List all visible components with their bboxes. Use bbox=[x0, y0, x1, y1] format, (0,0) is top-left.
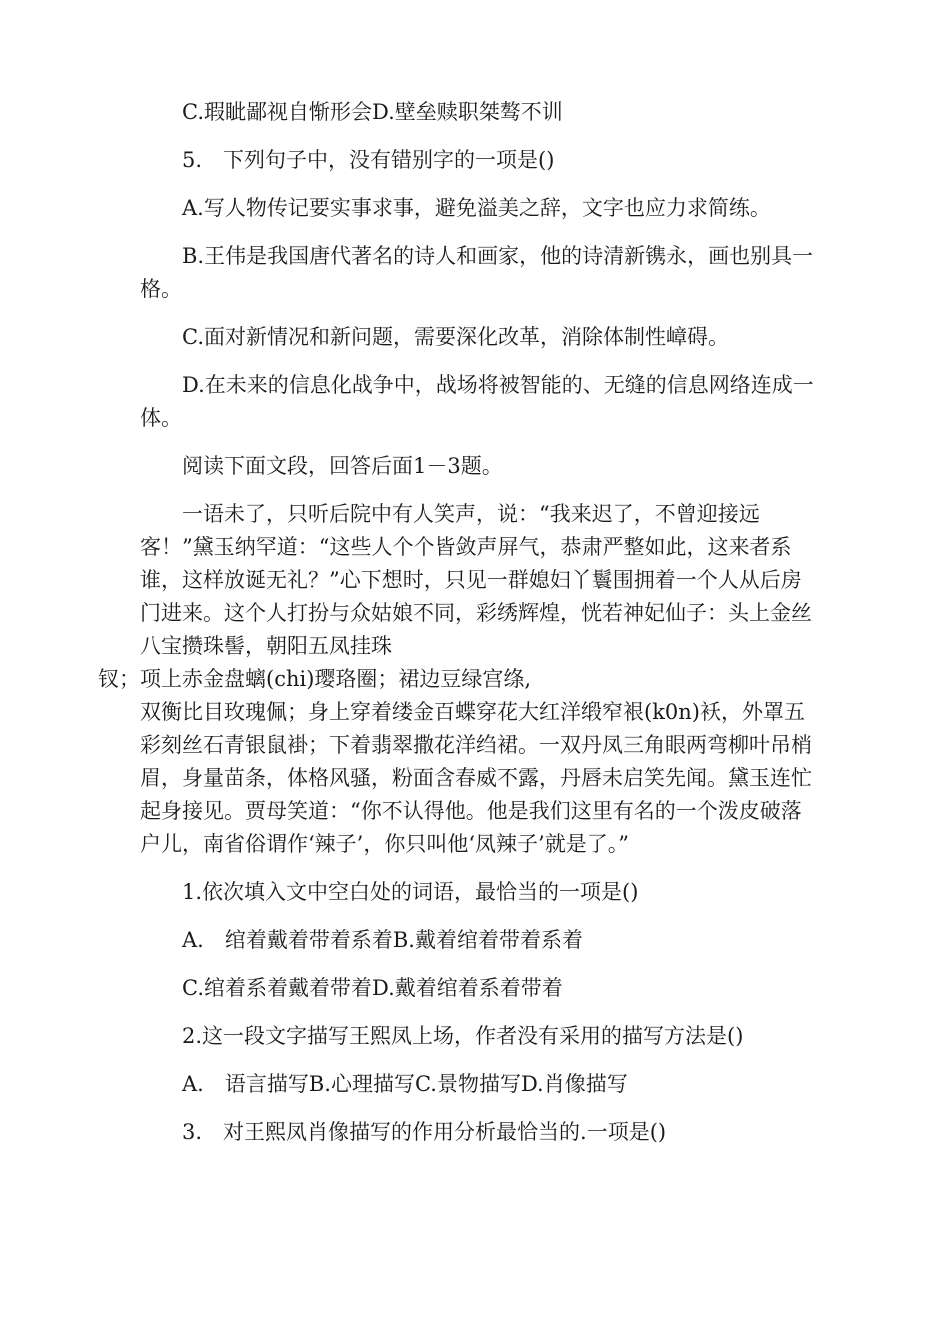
question-5-option-b: B.王伟是我国唐代著名的诗人和画家，他的诗清新镌永，画也别具一格。 bbox=[140, 244, 814, 301]
passage-part-2: 钗；项上赤金盘螭(chi)璎珞圈；裙边豆绿宫绦, bbox=[98, 667, 532, 691]
passage-part-3: 双衡比目玫瑰佩；身上穿着缕金百蝶穿花大红洋缎窄裉(k0n)袄，外罩五彩刻丝石青银鼠褂；下着翡翠撒花洋绉裙。一双丹凤三角眼两弯柳叶吊梢眉，身量苗条，体格风骚，粉面含春威不露，丹唇未启笑先闻。黛玉连忙起身接见。贾母笑道：“你不认得他。他是我们这里有名的一个泼皮破落户儿，南省俗谓作‘辣子’，你只叫他‘凤辣子’就是了。” bbox=[140, 700, 812, 856]
question-5-option-a: A.写人物传记要实事求事，避免溢美之辞，文字也应力求简练。 bbox=[182, 196, 771, 220]
option-c-line: C.瑕眦鄙视自惭形会D.壁垒赎职桀骜不训 bbox=[182, 100, 563, 124]
question-5-option-c: C.面对新情况和新问题，需要深化改革，消除体制性嶂碍。 bbox=[182, 325, 729, 349]
question-1-options-cd: C.绾着系着戴着带着D.戴着绾着系着带着 bbox=[182, 976, 563, 1000]
question-5-option-d: D.在未来的信息化战争中，战场将被智能的、无缝的信息网络连成一体。 bbox=[140, 373, 814, 430]
reading-instruction: 阅读下面文段，回答后面1－3题。 bbox=[182, 454, 503, 478]
question-2: 2.这一段文字描写王熙凤上场，作者没有采用的描写方法是() bbox=[182, 1024, 744, 1048]
passage-part-1: 一语未了，只听后院中有人笑声，说：“我来迟了，不曾迎接远客！”黛玉纳罕道：“这些人个个皆敛声屏气，恭肃严整如此，这来者系谁，这样放诞无礼？”心下想时，只见一群媳妇丫鬟围拥着一个人从后房门进来。这个人打扮与众姑娘不同，彩绣辉煌，恍若神妃仙子：头上金丝八宝攒珠髻，朝阳五凤挂珠 bbox=[140, 502, 812, 658]
reading-passage bbox=[98, 498, 818, 861]
question-1-options-ab: A. 绾着戴着带着系着B.戴着绾着带着系着 bbox=[182, 928, 583, 952]
question-5: 5. 下列句子中，没有错别字的一项是() bbox=[182, 148, 555, 172]
question-1: 1.依次填入文中空白处的词语，最恰当的一项是() bbox=[182, 880, 639, 904]
question-2-options: A. 语言描写B.心理描写C.景物描写D.肖像描写 bbox=[182, 1072, 628, 1096]
question-3: 3. 对王熙凤肖像描写的作用分析最恰当的.一项是() bbox=[182, 1120, 667, 1144]
